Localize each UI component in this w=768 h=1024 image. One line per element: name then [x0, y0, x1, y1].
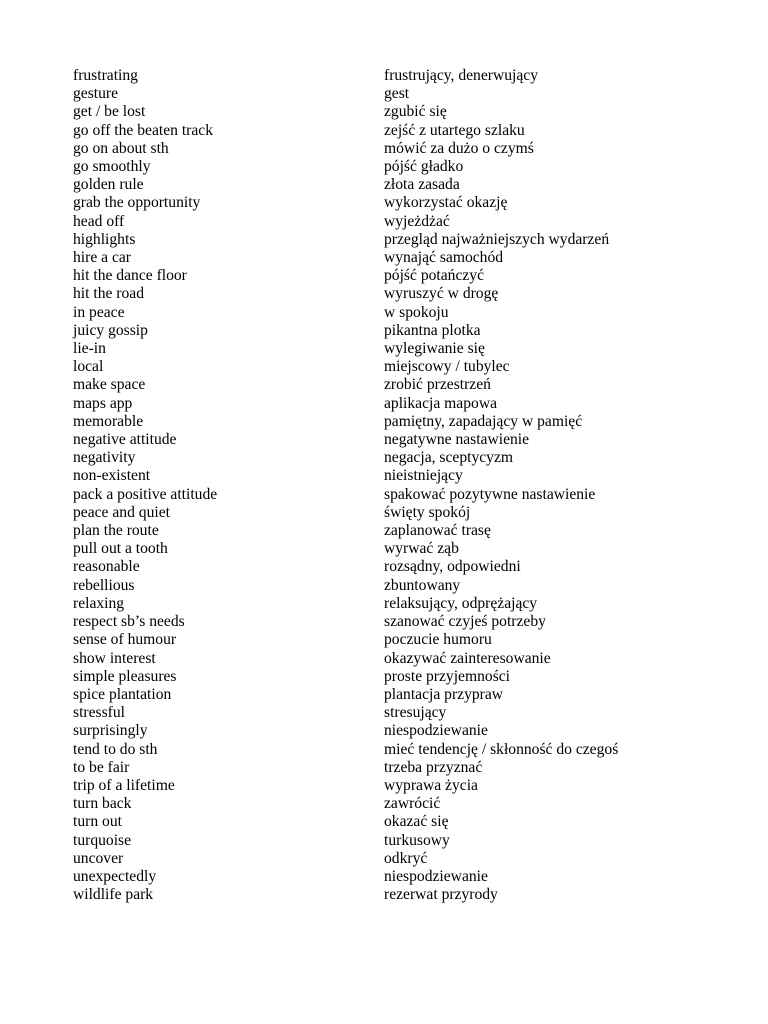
vocabulary-row [73, 322, 684, 340]
vocabulary-row [73, 795, 684, 813]
english-term: maps app [73, 394, 133, 412]
polish-translation: zgubić się [384, 103, 447, 121]
vocabulary-row [73, 395, 684, 413]
english-term: negative attitude [73, 431, 177, 449]
polish-translation: odkryć [384, 849, 428, 867]
polish-translation: stresujący [384, 704, 447, 722]
vocabulary-row [73, 249, 684, 267]
polish-translation: zbuntowany [384, 576, 461, 594]
vocabulary-row [73, 650, 684, 668]
vocabulary-row [73, 577, 684, 595]
polish-translation: niespodziewanie [384, 867, 488, 885]
english-term: juicy gossip [73, 321, 148, 339]
english-term: peace and quiet [73, 503, 170, 521]
vocabulary-row [73, 376, 684, 394]
english-term: golden rule [73, 176, 144, 194]
english-term: non-existent [73, 467, 151, 485]
polish-translation: wykorzystać okazję [384, 194, 508, 212]
english-term: respect sb’s needs [73, 613, 185, 631]
english-term: hire a car [73, 249, 131, 267]
english-term: grab the opportunity [73, 194, 201, 212]
english-term: pull out a tooth [73, 540, 168, 558]
english-term: make space [73, 376, 146, 394]
english-term: highlights [73, 230, 136, 248]
english-term: memorable [73, 412, 144, 430]
english-term: lie-in [73, 340, 106, 358]
vocabulary-row [73, 741, 684, 759]
english-term: get / be lost [73, 103, 146, 121]
vocabulary-row [73, 868, 684, 886]
vocabulary-row [73, 467, 684, 485]
english-term: negativity [73, 449, 136, 467]
polish-translation: negatywne nastawienie [384, 431, 530, 449]
english-term: frustrating [73, 67, 138, 84]
english-term: simple pleasures [73, 667, 177, 685]
vocabulary-row [73, 340, 684, 358]
vocabulary-row [73, 704, 684, 722]
vocabulary-row [73, 413, 684, 431]
vocabulary-row [73, 103, 684, 121]
vocabulary-row [73, 358, 684, 376]
polish-translation: wylegiwanie się [384, 340, 485, 358]
english-term: stressful [73, 704, 125, 722]
vocabulary-row [73, 504, 684, 522]
vocabulary-row [73, 595, 684, 613]
polish-translation: turkusowy [384, 831, 450, 849]
vocabulary-row [73, 759, 684, 777]
polish-translation: wyruszyć w drogę [384, 285, 499, 303]
english-term: wildlife park [73, 886, 154, 904]
vocabulary-row [73, 558, 684, 576]
english-term: relaxing [73, 594, 125, 612]
polish-translation: święty spokój [384, 503, 471, 521]
vocabulary-row [73, 194, 684, 212]
english-term: pack a positive attitude [73, 485, 218, 503]
vocabulary-row [73, 613, 684, 631]
polish-translation: poczucie humoru [384, 631, 492, 649]
english-term: turn back [73, 795, 132, 813]
vocabulary-row [73, 140, 684, 158]
polish-translation: mówić za dużo o czymś [384, 139, 534, 157]
polish-translation: plantacja przypraw [384, 685, 504, 703]
polish-translation: spakować pozytywne nastawienie [384, 485, 596, 503]
polish-translation: miejscowy / tubylec [384, 358, 510, 376]
polish-translation: pójść potańczyć [384, 267, 485, 285]
english-term: go off the beaten track [73, 121, 213, 139]
polish-translation: mieć tendencję / skłonność do czegoś [384, 740, 619, 758]
english-term: head off [73, 212, 125, 230]
polish-translation: relaksujący, odprężający [384, 594, 538, 612]
english-term: local [73, 358, 104, 376]
vocabulary-row [73, 213, 684, 231]
vocabulary-row [73, 540, 684, 558]
polish-translation: pikantna plotka [384, 321, 481, 339]
polish-translation: gest [384, 85, 410, 103]
english-term: uncover [73, 849, 124, 867]
polish-translation: aplikacja mapowa [384, 394, 498, 412]
polish-translation: złota zasada [384, 176, 460, 194]
english-term: spice plantation [73, 685, 172, 703]
vocabulary-list [73, 67, 684, 904]
english-term: surprisingly [73, 722, 148, 740]
english-term: turn out [73, 813, 122, 831]
vocabulary-row [73, 722, 684, 740]
polish-translation: przegląd najważniejszych wydarzeń [384, 230, 610, 248]
english-term: turquoise [73, 831, 132, 849]
polish-translation: pójść gładko [384, 158, 464, 176]
polish-translation: nieistniejący [384, 467, 463, 485]
vocabulary-row [73, 67, 684, 85]
polish-translation: wyjeżdżać [384, 212, 450, 230]
polish-translation: szanować czyjeś potrzeby [384, 613, 546, 631]
vocabulary-row [73, 285, 684, 303]
polish-translation: trzeba przyznać [384, 758, 483, 776]
vocabulary-row [73, 122, 684, 140]
english-term: to be fair [73, 758, 130, 776]
vocabulary-row [73, 522, 684, 540]
english-term: in peace [73, 303, 125, 321]
vocabulary-row [73, 668, 684, 686]
vocabulary-row [73, 176, 684, 194]
polish-translation: zejść z utartego szlaku [384, 121, 525, 139]
vocabulary-row [73, 231, 684, 249]
english-term: unexpectedly [73, 867, 157, 885]
vocabulary-table [73, 67, 684, 904]
polish-translation: wyrwać ząb [384, 540, 459, 558]
vocabulary-row [73, 304, 684, 322]
vocabulary-row [73, 449, 684, 467]
polish-translation: wynająć samochód [384, 249, 504, 267]
english-term: go on about sth [73, 139, 169, 157]
vocabulary-row [73, 486, 684, 504]
polish-translation: rezerwat przyrody [384, 886, 498, 904]
polish-translation: zrobić przestrzeń [384, 376, 491, 394]
vocabulary-row [73, 631, 684, 649]
english-term: trip of a lifetime [73, 776, 175, 794]
vocabulary-row [73, 886, 684, 904]
english-term: gesture [73, 85, 119, 103]
english-term: plan the route [73, 522, 159, 540]
vocabulary-row [73, 832, 684, 850]
polish-translation: niespodziewanie [384, 722, 488, 740]
polish-translation: w spokoju [384, 303, 449, 321]
polish-translation: rozsądny, odpowiedni [384, 558, 521, 576]
vocabulary-row [73, 777, 684, 795]
english-term: show interest [73, 649, 156, 667]
polish-translation: okazywać zainteresowanie [384, 649, 551, 667]
english-term: reasonable [73, 558, 140, 576]
english-term: sense of humour [73, 631, 177, 649]
english-term: hit the dance floor [73, 267, 187, 285]
english-term: rebellious [73, 576, 135, 594]
polish-translation: zaplanować trasę [384, 522, 491, 540]
vocabulary-row [73, 267, 684, 285]
polish-translation: okazać się [384, 813, 449, 831]
polish-translation: wyprawa życia [384, 776, 478, 794]
polish-translation: zawrócić [384, 795, 441, 813]
english-term: tend to do sth [73, 740, 158, 758]
english-term: go smoothly [73, 158, 151, 176]
english-term: hit the road [73, 285, 145, 303]
polish-translation: proste przyjemności [384, 667, 511, 685]
vocabulary-row [73, 850, 684, 868]
polish-translation: frustrujący, denerwujący [384, 67, 538, 84]
polish-translation: pamiętny, zapadający w pamięć [384, 412, 583, 430]
vocabulary-row [73, 85, 684, 103]
polish-translation: negacja, sceptycyzm [384, 449, 514, 467]
vocabulary-row [73, 158, 684, 176]
vocabulary-row [73, 686, 684, 704]
vocabulary-row [73, 431, 684, 449]
vocabulary-row [73, 813, 684, 831]
